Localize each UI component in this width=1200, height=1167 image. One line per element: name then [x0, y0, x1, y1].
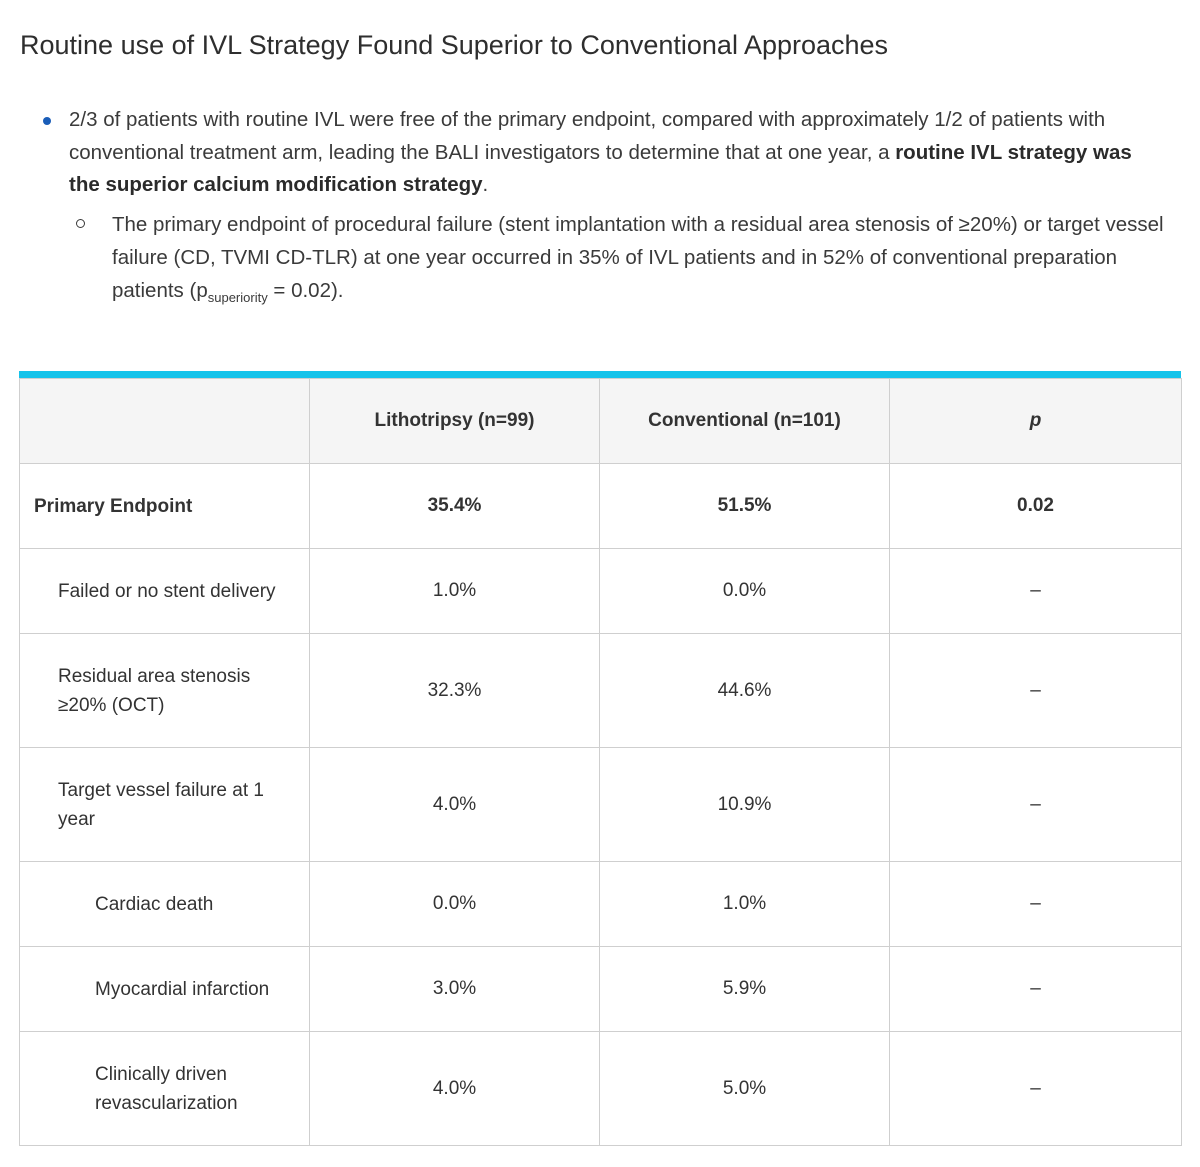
p-value: –: [890, 947, 1182, 1032]
table-row: [20, 464, 1182, 549]
conventional-value: 51.5%: [600, 464, 890, 549]
row-label: Cardiac death: [20, 862, 310, 947]
bullet-bold-text: routine IVL strategy was the superior calcium modification strategy: [69, 140, 1132, 196]
header-p-value: p: [890, 379, 1182, 464]
lithotripsy-value: 32.3%: [310, 634, 600, 748]
p-value: –: [890, 862, 1182, 947]
p-value: –: [890, 748, 1182, 862]
table-accent-bar: [19, 371, 1181, 378]
table-row: [20, 549, 1182, 634]
bullet-text: 2/3 of patients with routine IVL were free of the primary endpoint, compared with approximately 1/2 of patients with conventional treatment arm, leading the BALI investigators to determine that at one year, a: [69, 108, 1106, 164]
p-value: –: [890, 634, 1182, 748]
sub-bullet-text: The primary endpoint of procedural failure (stent implantation with a residual area stenosis of ≥20%) or target vessel failure (CD, TVMI CD-TLR) at one year occurred in 35% of IVL patients and in 52% of conventional preparation patients (p: [112, 212, 1164, 302]
conventional-value: 5.9%: [600, 947, 890, 1032]
p-value: –: [890, 549, 1182, 634]
conventional-value: 1.0%: [600, 862, 890, 947]
row-label: Residual area stenosis ≥20% (OCT): [20, 634, 310, 748]
lithotripsy-value: 1.0%: [310, 549, 600, 634]
header-empty: [20, 379, 310, 464]
bullet-list: [0, 104, 1200, 314]
hollow-circle-icon: [76, 219, 85, 228]
table-header-row: [20, 379, 1182, 464]
results-table: [19, 378, 1182, 1146]
conventional-value: 0.0%: [600, 549, 890, 634]
lithotripsy-value: 4.0%: [310, 748, 600, 862]
page-title: Routine use of IVL Strategy Found Superior to Conventional Approaches: [20, 30, 889, 60]
bullet-text-end: .: [482, 173, 489, 196]
main-bullet: [69, 104, 1159, 202]
row-label: Myocardial infarction: [20, 947, 310, 1032]
bullet-dot-icon: [43, 117, 51, 125]
p-value: –: [890, 1032, 1182, 1146]
row-label: Clinically driven revascularization: [20, 1032, 310, 1146]
row-label: Failed or no stent delivery: [20, 549, 310, 634]
table-row: [20, 947, 1182, 1032]
table-row: [20, 862, 1182, 947]
table-row: [20, 1032, 1182, 1146]
lithotripsy-value: 0.0%: [310, 862, 600, 947]
sub-bullet-text-end: = 0.02).: [267, 278, 344, 302]
lithotripsy-value: 4.0%: [310, 1032, 600, 1146]
row-label: Primary Endpoint: [20, 464, 310, 549]
conventional-value: 5.0%: [600, 1032, 890, 1146]
table-row: [20, 748, 1182, 862]
lithotripsy-value: 3.0%: [310, 947, 600, 1032]
p-value: 0.02: [890, 464, 1182, 549]
conventional-value: 10.9%: [600, 748, 890, 862]
header-lithotripsy: Lithotripsy (n=99): [310, 379, 600, 464]
sub-bullet: [112, 208, 1172, 314]
results-table-container: [19, 371, 1181, 1146]
row-label: Target vessel failure at 1 year: [20, 748, 310, 862]
superiority-subscript: superiority: [207, 289, 268, 305]
lithotripsy-value: 35.4%: [310, 464, 600, 549]
header-conventional: Conventional (n=101): [600, 379, 890, 464]
table-row: [20, 634, 1182, 748]
conventional-value: 44.6%: [600, 634, 890, 748]
